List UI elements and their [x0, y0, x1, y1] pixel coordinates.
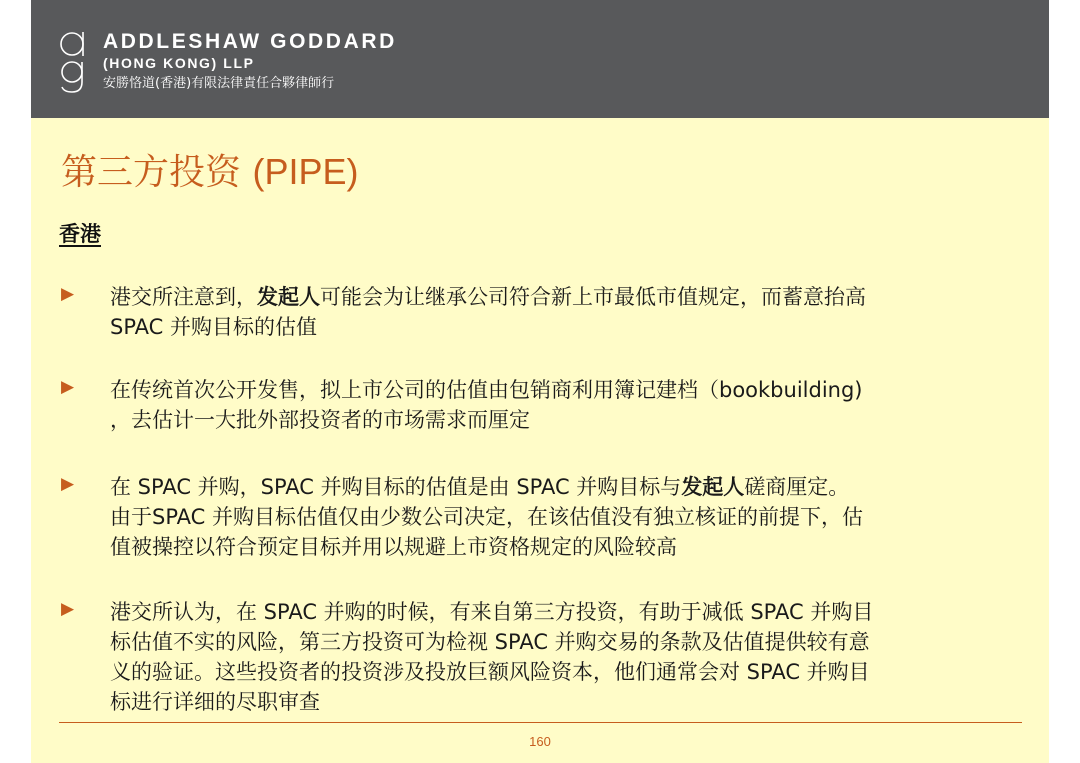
bullet-line: [110, 472, 1040, 502]
text-segment: 标估值不实的风险，第三方投资可为检视 SPAC 并购交易的条款及估值提供较有意: [110, 630, 870, 654]
text-segment: 港交所注意到，: [110, 285, 257, 309]
page-number: 160: [529, 734, 551, 749]
ag-monogram-icon: [59, 26, 89, 94]
bullet-line: [110, 405, 1040, 435]
bullet-arrow-icon: ▶: [61, 284, 75, 304]
text-segment: 港交所认为，在 SPAC 并购的时候，有来自第三方投资，有助于减低 SPAC 并购目: [110, 600, 874, 624]
text-segment: 在传统首次公开发售，拟上市公司的估值由包销商利用簿记建档（bookbuilding): [110, 378, 863, 402]
bullet-text: [110, 472, 1040, 562]
bold-term: 发起人: [681, 475, 745, 499]
bullet-line: [110, 375, 1040, 405]
text-segment: ，去估计一大批外部投资者的市场需求而厘定: [110, 408, 530, 432]
text-segment: 在 SPAC 并购，SPAC 并购目标的估值是由 SPAC 并购目标与: [110, 475, 682, 499]
bullet-line: [110, 597, 1040, 627]
slide-title-cn: 第三方投资: [61, 152, 242, 193]
slide: [31, 0, 1049, 763]
bullet-arrow-icon: ▶: [61, 599, 75, 619]
text-segment: 磋商厘定。: [744, 475, 850, 499]
bullet-line: [110, 532, 1040, 562]
bullet-line: [110, 627, 1040, 657]
bullet-text: [110, 375, 1040, 435]
firm-chinese-name: 安勝恪道(香港)有限法律責任合夥律師行: [103, 76, 335, 91]
slide-title-en: (PIPE): [252, 151, 359, 192]
bullet-line: [110, 282, 1040, 312]
bullet-line: [110, 657, 1040, 687]
bullet-line: [110, 687, 1040, 717]
firm-subtitle: (HONG KONG) LLP: [103, 55, 255, 71]
firm-name: ADDLESHAW GODDARD: [103, 30, 397, 53]
text-segment: 由于SPAC 并购目标估值仅由少数公司决定，在该估值没有独立核证的前提下，估: [110, 505, 863, 529]
bullet-arrow-icon: ▶: [61, 377, 75, 397]
bullet-line: [110, 502, 1040, 532]
text-segment: 可能会为让继承公司符合新上市最低市值规定，而蓄意抬高: [320, 285, 866, 309]
header-bar: [31, 0, 1049, 118]
bullet-text: [110, 597, 1040, 717]
bullet-arrow-icon: ▶: [61, 474, 75, 494]
bullet-text: [110, 282, 1040, 342]
text-segment: SPAC 并购目标的估值: [110, 315, 317, 339]
section-heading: 香港: [59, 222, 101, 246]
text-segment: 值被操控以符合预定目标并用以规避上市资格规定的风险较高: [110, 535, 677, 559]
slide-title: [61, 144, 358, 195]
bold-term: 发起人: [257, 285, 320, 309]
footer-divider: [59, 722, 1022, 723]
text-segment: 义的验证。这些投资者的投资涉及投放巨额风险资本，他们通常会对 SPAC 并购目: [110, 660, 870, 684]
bullet-line: [110, 312, 1040, 342]
text-segment: 标进行详细的尽职审查: [110, 690, 320, 714]
